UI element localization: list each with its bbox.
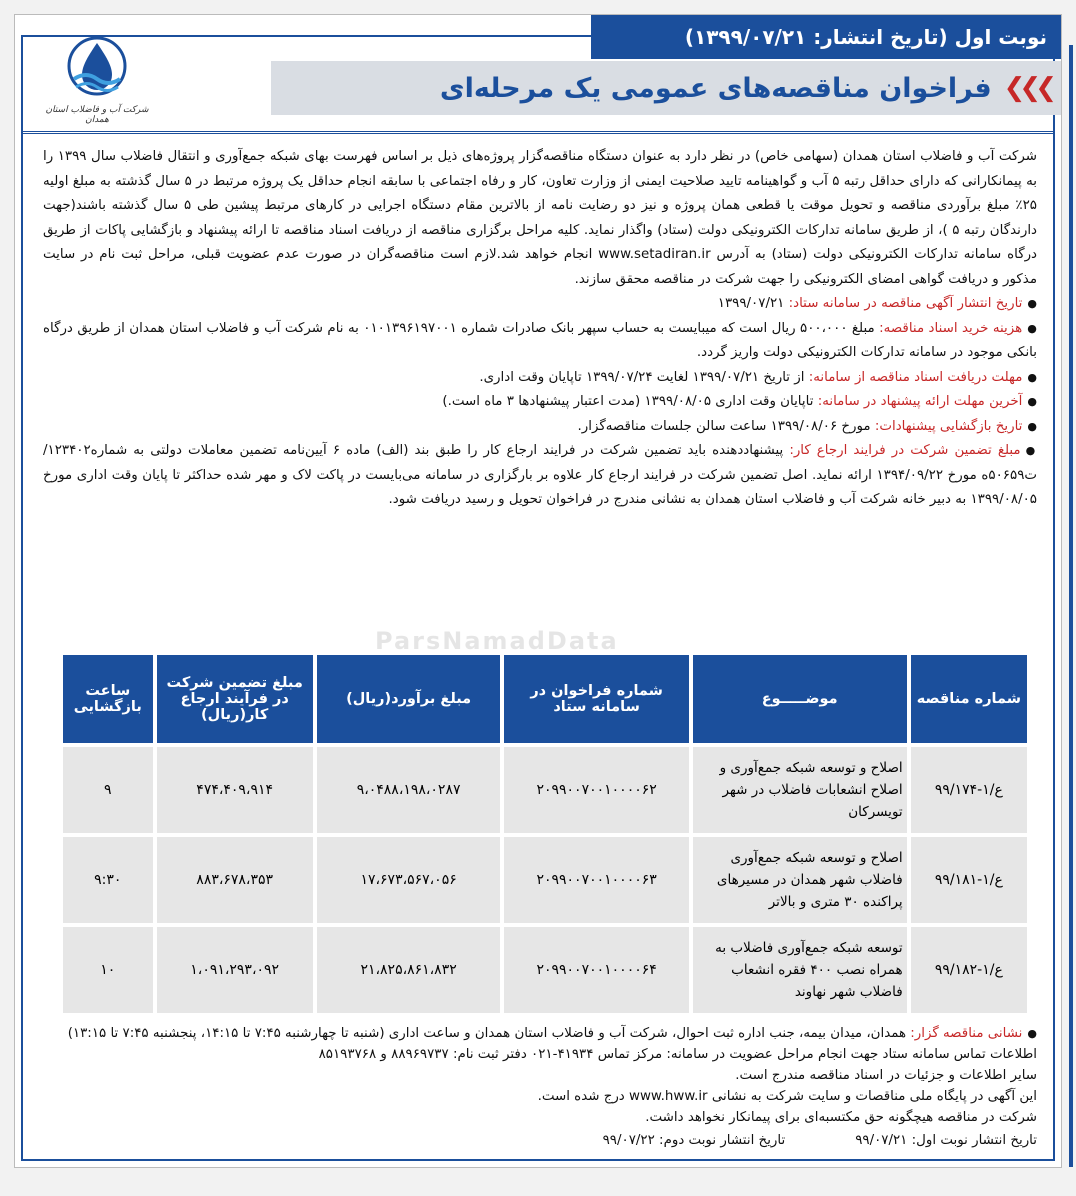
title-bar: [271, 61, 1061, 115]
cell-opening-time: ۹:۳۰: [63, 837, 153, 923]
website-line: این آگهی در پایگاه ملی مناقصات و سایت شرکت به نشانی www.hww.ir درج شده است.: [537, 1089, 1037, 1104]
company-logo: [37, 35, 157, 125]
water-drop-logo-icon: [62, 35, 132, 97]
intro-paragraph: شرکت آب و فاضلاب استان همدان (سهامی خاص) در نظر دارد به عنوان دستگاه مناقصه‌گزار پروژه‌های ذیل بر اساس فهرست بهای شبکه جمع‌آوری و انتقال فاضلاب سال ۱۳۹۹ را به پیمانکارانی که دارای حداقل رتبه ۵ آب و گواهینامه تایید صلاحیت ایمنی از وزارت تعاون، کار و رفاه اجتماعی با سابقه انجام حداقل یک پروژه مرتبط در ۵ سال گذشته به مبلغ اولیه ۲۵٪ مبلغ برآوردی مناقصه و تحویل موقت یا قطعی همان پروژه و نیز دو رضایت نامه از بالاترین مقام دستگاه اجرایی در کارهای مرتبط پیشین طی ۵ سال گذشته باشند(جهت دارندگان رتبه ۵ )، از طریق سامانه تدارکات الکترونیکی دولت (ستاد) واگذار نماید. کلیه مراحل برگزاری مناقصه از دریافت اسناد مناقصه تا ارائه پیشنهاد و بازگشایی پاکات از طریق درگاه سامانه تدارکات الکترونیکی دولت (ستاد) به آدرس www.setadiran.ir انجام خواهد شد.لازم است مناقصه‌گران در صورت عدم عضویت قبلی، مراحل ثبت نام در سایت مذکور و دریافت گواهی امضای الکترونیکی را جهت شرکت در مناقصه محقق سازند.: [43, 149, 1038, 287]
publication-dates: [43, 1130, 1037, 1151]
item-opening-date: ● تاریخ بازگشایی پیشنهادات: مورخ ۱۳۹۹/۰۸/۰۶ ساعت سالن جلسات مناقصه‌گزار.: [43, 415, 1037, 440]
address-line: ● نشانی مناقصه گزار: همدان، میدان بیمه، جنب اداره ثبت احوال، شرکت آب و فاضلاب استان همدان و ساعت اداری (شنبه تا چهارشنبه ۷:۴۵ تا ۱۴:۱۵، پنجشنبه ۷:۴۵ تا ۱۳:۱۵): [43, 1023, 1037, 1044]
table-row: [63, 837, 1027, 923]
header-divider: [23, 131, 1053, 134]
disclaimer-line: شرکت در مناقصه هیچگونه حق مکتسبه‌ای برای پیمانکار نخواهد داشت.: [645, 1110, 1037, 1125]
right-edge-strip: [1069, 45, 1073, 1167]
details-line: سایر اطلاعات و جزئیات در اسناد مناقصه مندرج است.: [735, 1068, 1037, 1083]
logo-caption: شرکت آب و فاضلاب استان همدان: [45, 105, 149, 125]
item-receive-deadline: ● مهلت دریافت اسناد مناقصه از سامانه: از تاریخ ۱۳۹۹/۰۷/۲۱ لغایت ۱۳۹۹/۰۷/۲۴ تاپایان وقت اداری.: [43, 366, 1037, 391]
item-submit-deadline: ● آخرین مهلت ارائه پیشنهاد در سامانه: تاپایان وقت اداری ۱۳۹۹/۰۸/۰۵ (مدت اعتبار پیشنهادها ۳ ماه است.): [43, 390, 1037, 415]
col-estimate: مبلغ برآورد(ریال): [317, 655, 501, 743]
cell-tender-number: ع/۱-۹۹/۱۷۴: [911, 747, 1027, 833]
col-subject: موضـــــوع: [693, 655, 907, 743]
col-tender-number: شماره مناقصه: [911, 655, 1027, 743]
tender-notice-page: [14, 14, 1062, 1168]
item-publish-date: ● تاریخ انتشار آگهی مناقصه در سامانه ستاد: ۱۳۹۹/۰۷/۲۱: [43, 292, 1037, 317]
cell-subject: توسعه شبکه جمع‌آوری فاضلاب به همراه نصب ۴۰۰ فقره انشعاب فاضلاب شهر نهاوند: [693, 927, 907, 1013]
col-opening-time: ساعت بازگشایی: [63, 655, 153, 743]
table-row: [63, 927, 1027, 1013]
cell-tender-number: ع/۱-۹۹/۱۸۲: [911, 927, 1027, 1013]
item-guarantee: ● مبلغ تضمین شرکت در فرایند ارجاع کار: پیشنهاددهنده باید تضمین شرکت در فرایند ارجاع کار را طبق بند (الف) ماده ۶ آیین‌نامه تضمین معاملات دولتی به شماره۱۲۳۴۰۲/ت۵۰۶۵۹ه مورخ ۱۳۹۴/۰۹/۲۲ ارائه نماید. اصل تضمین شرکت در فرایند ارجاع کار علاوه بر بارگزاری در سامانه می‌بایست در پاکت لاک و مهر شده حداکثر تا پایان وقت اداری مورخ ۱۳۹۹/۰۸/۰۵ به دبیر خانه شرکت آب و فاضلاب استان همدان به نشانی مندرج در فراخوان تحویل و رسید دریافت شود.: [43, 439, 1037, 513]
col-setad-number: شماره فراخوان در سامانه ستاد: [504, 655, 688, 743]
contact-line: اطلاعات تماس سامانه ستاد جهت انجام مراحل عضویت در سامانه: مرکز تماس ۴۱۹۳۴-۰۲۱ دفتر ثبت نام: ۸۸۹۶۹۷۳۷ و ۸۵۱۹۳۷۶۸: [318, 1047, 1037, 1062]
second-publication-date: تاریخ انتشار نوبت دوم: ۹۹/۰۷/۲۲: [602, 1133, 786, 1148]
cell-setad-number: ۲۰۹۹۰۰۷۰۰۱۰۰۰۰۶۲: [504, 747, 688, 833]
chevrons-icon: ❯❯❯: [1003, 73, 1051, 103]
first-publication-date: تاریخ انتشار نوبت اول: ۹۹/۰۷/۲۱: [855, 1133, 1037, 1148]
cell-tender-number: ع/۱-۹۹/۱۸۱: [911, 837, 1027, 923]
table-row: [63, 747, 1027, 833]
tenders-table: [59, 651, 1031, 1017]
watermark-text: ParsNamadData: [375, 627, 619, 655]
cell-estimate: ۱۷،۶۷۳،۵۶۷،۰۵۶: [317, 837, 501, 923]
cell-setad-number: ۲۰۹۹۰۰۷۰۰۱۰۰۰۰۶۳: [504, 837, 688, 923]
cell-opening-time: ۱۰: [63, 927, 153, 1013]
table-header-row: [63, 655, 1027, 743]
cell-guarantee: ۱،۰۹۱،۲۹۳،۰۹۲: [157, 927, 313, 1013]
col-guarantee: مبلغ تضمین شرکت در فرآیند ارجاع کار(ریال): [157, 655, 313, 743]
cell-guarantee: ۴۷۴،۴۰۹،۹۱۴: [157, 747, 313, 833]
notice-body: [43, 145, 1037, 513]
item-document-fee: ● هزینه خرید اسناد مناقصه: مبلغ ۵۰۰،۰۰۰ ریال است که میبایست به حساب سپهر بانک صادرات شماره ۰۱۰۱۳۹۶۱۹۷۰۰۱ به نام شرکت آب و فاضلاب استان همدان از طریق درگاه بانکی موجود در سامانه تدارکات الکترونیکی دولت واریز گردد.: [43, 317, 1037, 366]
cell-subject: اصلاح و توسعه شبکه جمع‌آوری و اصلاح انشعابات فاضلاب در شهر تویسرکان: [693, 747, 907, 833]
cell-setad-number: ۲۰۹۹۰۰۷۰۰۱۰۰۰۰۶۴: [504, 927, 688, 1013]
cell-estimate: ۲۱،۸۲۵،۸۶۱،۸۳۲: [317, 927, 501, 1013]
cell-subject: اصلاح و توسعه شبکه جمع‌آوری فاضلاب شهر همدان در مسیرهای پراکنده ۳۰ متری و بالاتر: [693, 837, 907, 923]
notice-title: فراخوان مناقصه‌های عمومی یک مرحله‌ای: [439, 72, 992, 104]
cell-estimate: ۹،۰۴۸۸،۱۹۸،۰۲۸۷: [317, 747, 501, 833]
cell-opening-time: ۹: [63, 747, 153, 833]
notice-footer: [43, 1023, 1037, 1151]
publication-ribbon: نوبت اول (تاریخ انتشار: ۱۳۹۹/۰۷/۲۱): [591, 15, 1061, 59]
cell-guarantee: ۸۸۳،۶۷۸،۳۵۳: [157, 837, 313, 923]
